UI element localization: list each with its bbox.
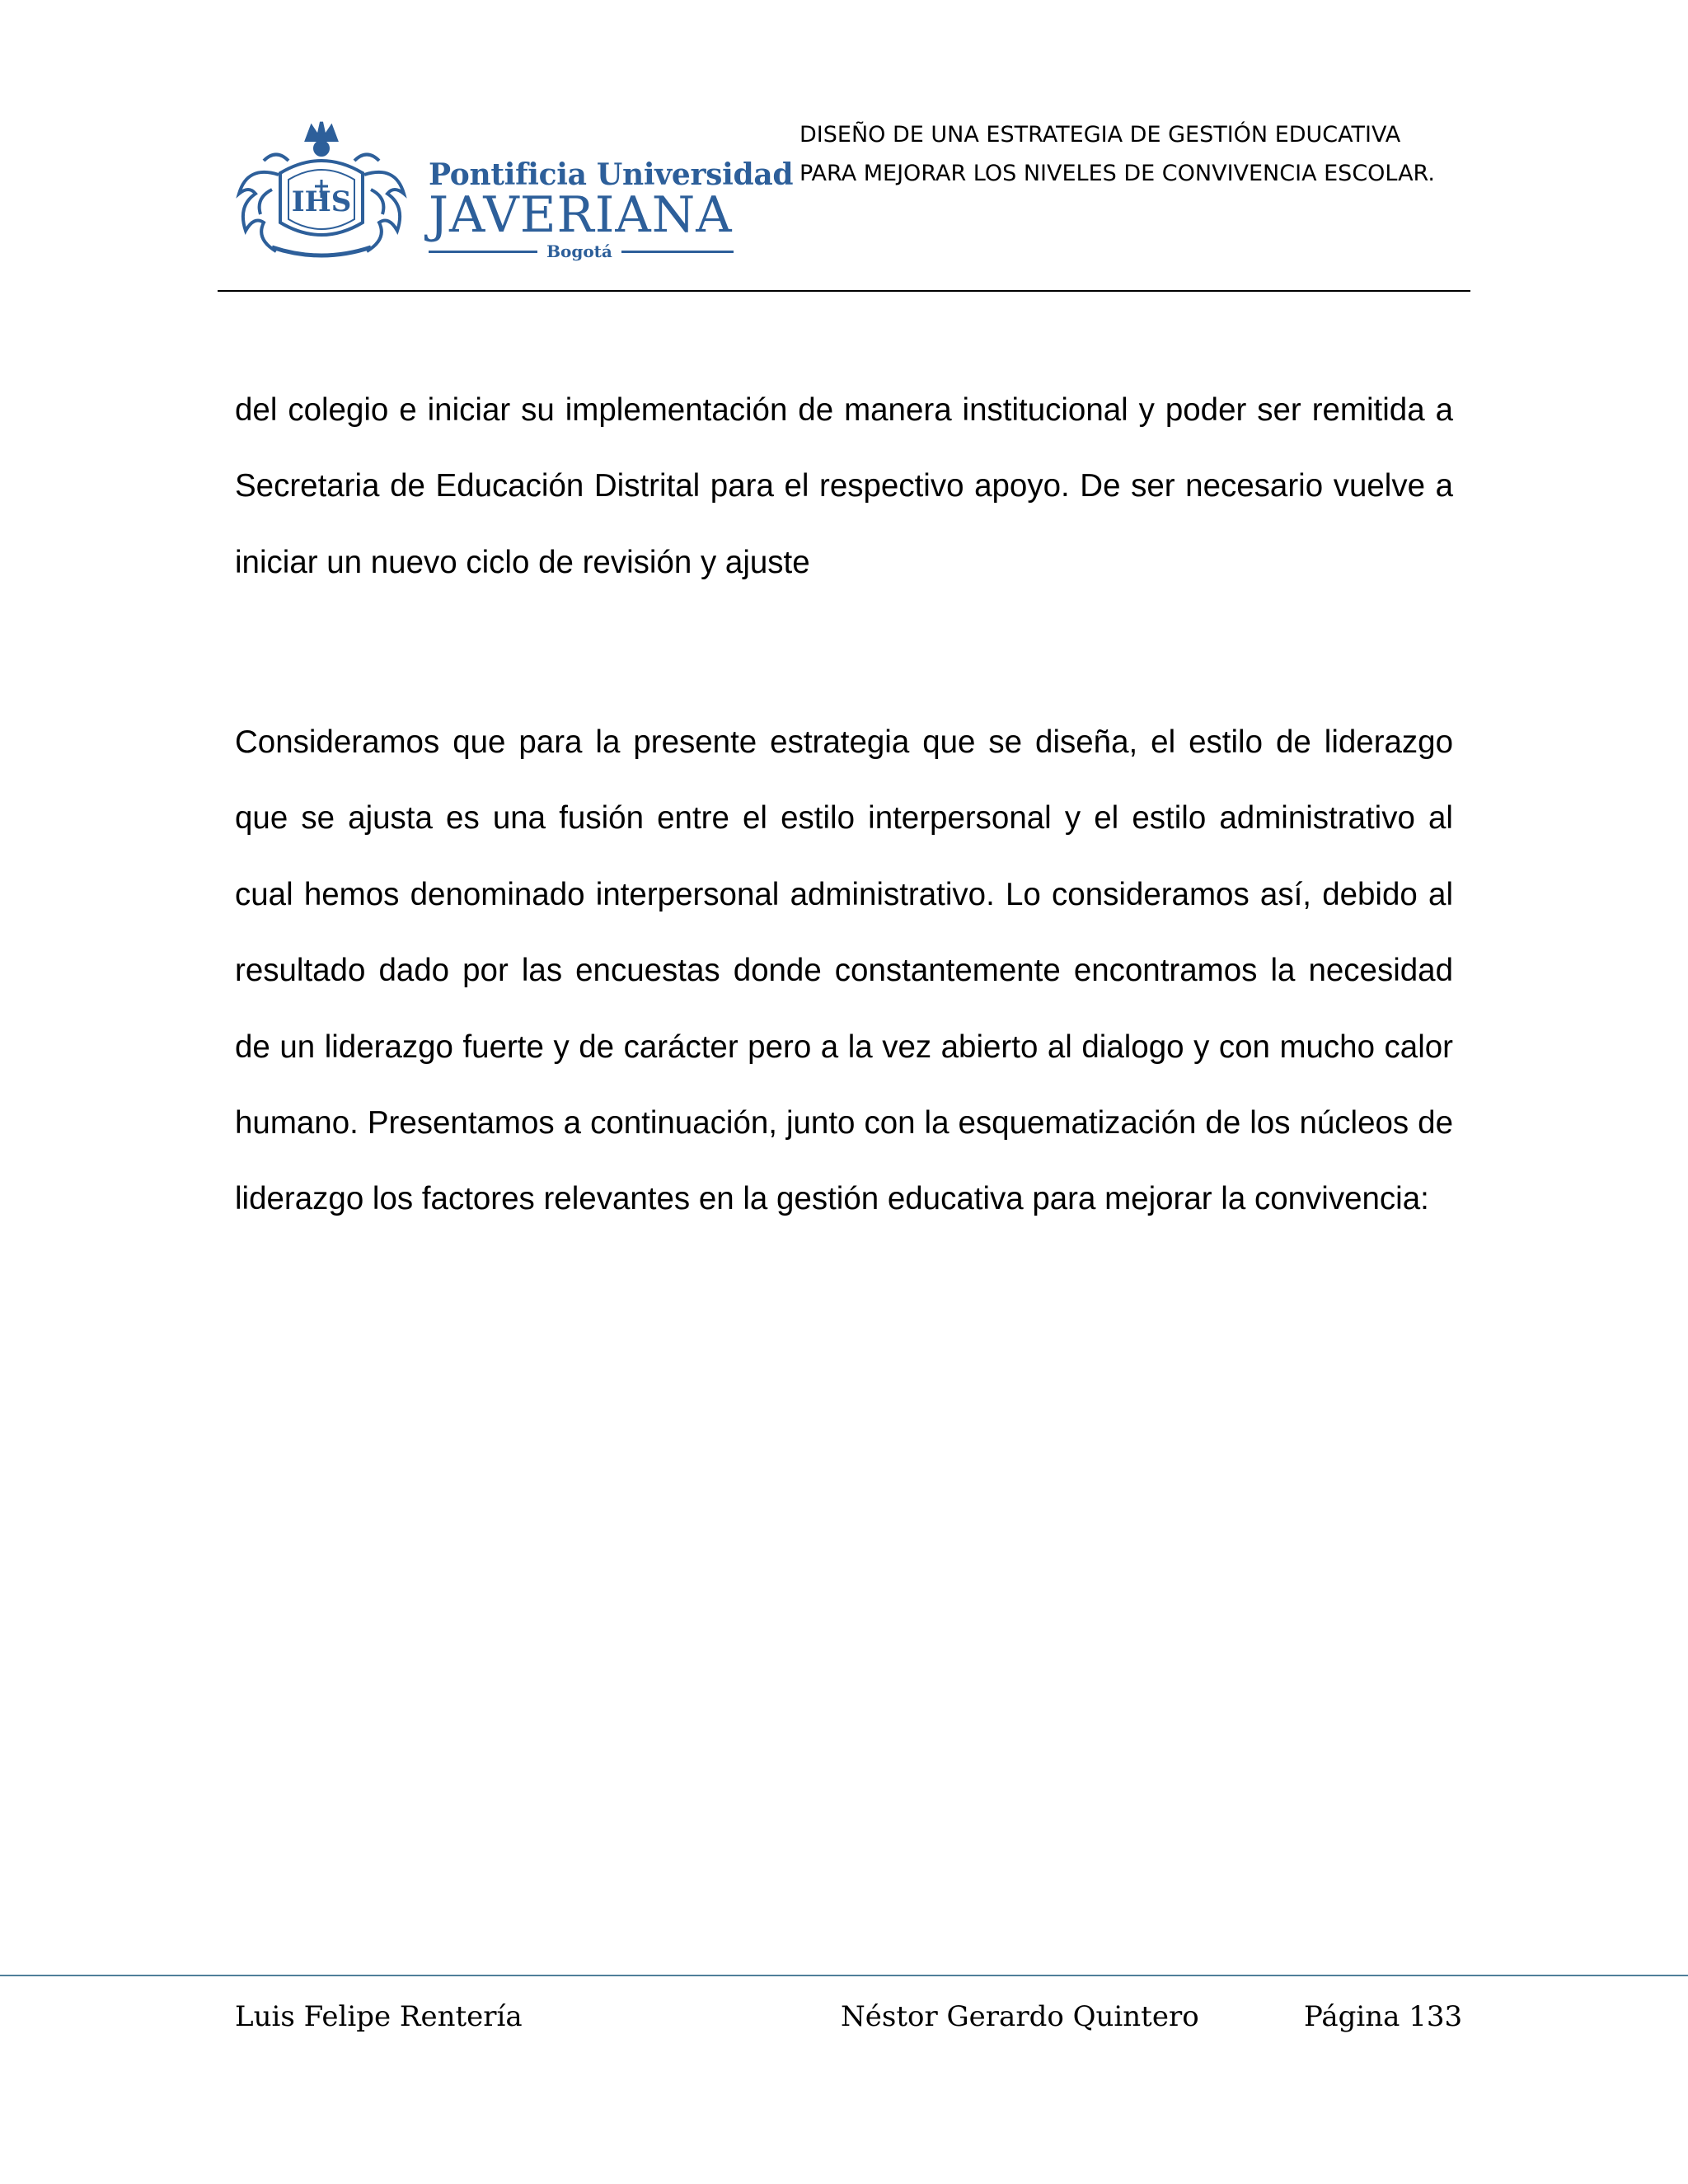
svg-text:IHS: IHS xyxy=(291,185,352,218)
university-crest-icon xyxy=(231,115,412,264)
logo-city: Bogotá xyxy=(546,241,612,261)
header-divider xyxy=(218,290,1470,292)
footer-divider xyxy=(0,1975,1688,1976)
logo-javeriana: JAVERIANA xyxy=(429,186,733,244)
logo-university-name: Pontificia Universidad xyxy=(429,157,794,192)
logo-rule-right xyxy=(621,251,734,253)
header-title-line-1: DISEÑO DE UNA ESTRATEGIA DE GESTIÓN EDUCATIVA xyxy=(799,122,1401,148)
university-logo xyxy=(231,115,794,264)
header-title-line-2: PARA MEJORAR LOS NIVELES DE CONVIVENCIA ESCOLAR. xyxy=(799,161,1435,186)
logo-rule-left xyxy=(429,251,537,253)
footer-author-2: Néstor Gerardo Quintero xyxy=(841,2000,1199,2033)
footer-author-1: Luis Felipe Rentería xyxy=(235,2000,523,2033)
running-header-title xyxy=(799,115,1475,193)
footer-page-number: Página 133 xyxy=(1304,2000,1463,2033)
logo-wordmark xyxy=(429,157,794,264)
body-paragraph-1: del colegio e iniciar su implementación de manera institucional y poder ser remitida a Secretaria de Educación Distrital para el respectivo apoyo. De ser necesario vuelve a iniciar un nuevo ciclo de revisión y ajuste xyxy=(235,392,1453,580)
logo-city-row xyxy=(429,241,734,262)
body-paragraph-2: Consideramos que para la presente estrategia que se diseña, el estilo de liderazgo que se ajusta es una fusión entre el estilo interpersonal y el estilo administrativo al cual hemos denominado interpersonal administrativo. Lo consideramos así, debido al resultado dado por las encuestas donde constantemente encontramos la necesidad de un liderazgo fuerte y de carácter pero a la vez abierto al dialogo y con mucho calor humano. Presentamos a continuación, junto con la esquematización de los núcleos de liderazgo los factores relevantes en la gestión educativa para mejorar la convivencia: xyxy=(235,724,1453,1217)
